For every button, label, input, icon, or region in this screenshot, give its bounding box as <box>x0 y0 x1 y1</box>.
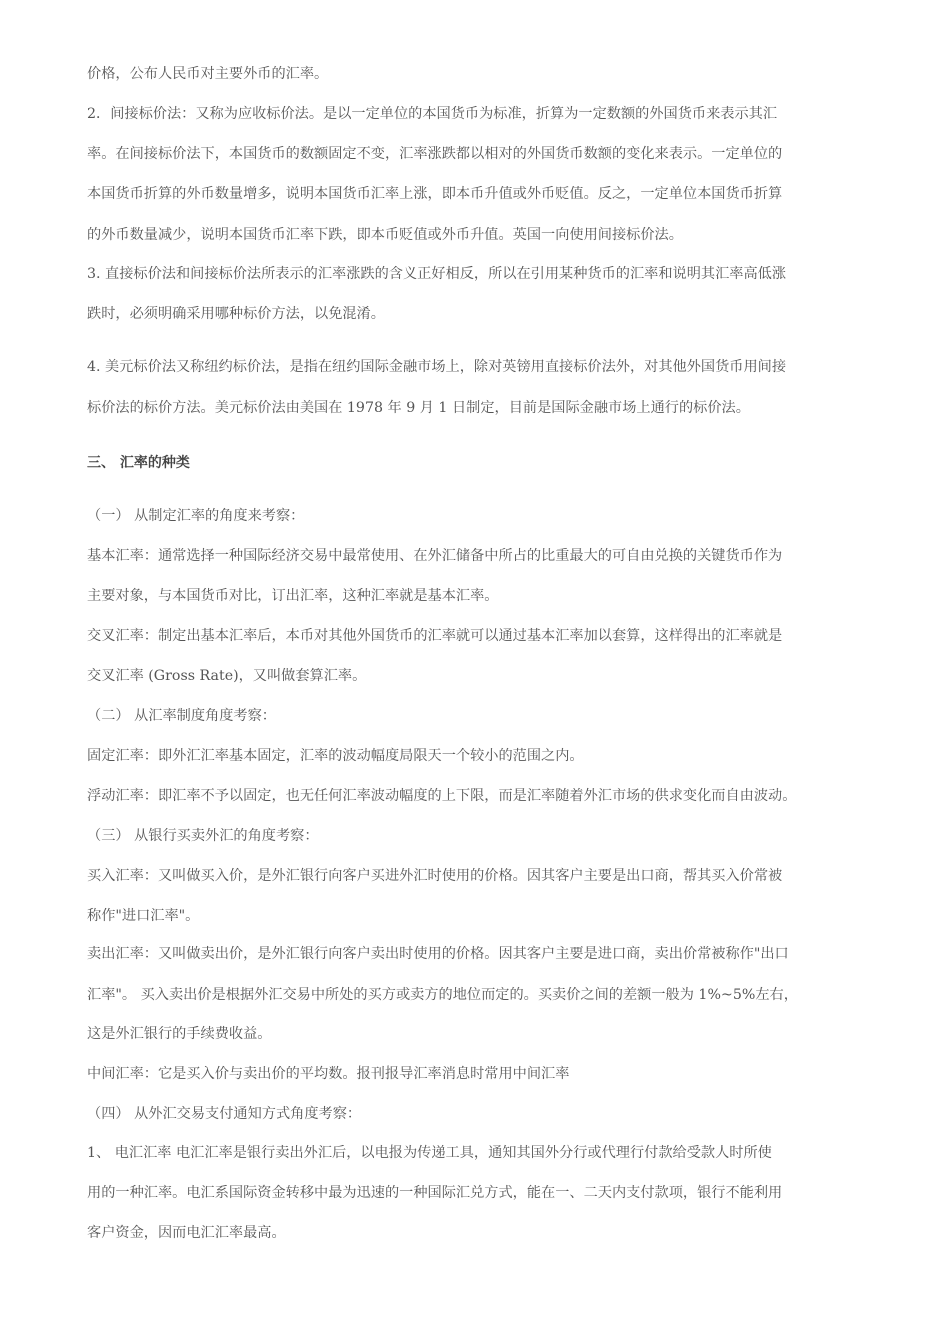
text-line: 卖出汇率：又叫做卖出价，是外汇银行向客户卖出时使用的价格。因其客户主要是进口商，卖出价常被称作"出口 <box>87 946 789 962</box>
subsection-heading: （三） 从银行买卖外汇的角度考察： <box>87 828 319 844</box>
text-line: 中间汇率：它是买入价与卖出价的平均数。报刊报导汇率消息时常用中间汇率 <box>87 1066 570 1082</box>
text-line: 汇率"。 买入卖出价是根据外汇交易中所处的买方或卖方的地位而定的。买卖价之间的差额一般为 1%~5%左右， <box>87 987 798 1003</box>
text-line: 主要对象，与本国货币对比，订出汇率，这种汇率就是基本汇率。 <box>87 588 499 604</box>
text-line: 本国货币折算的外币数量增多，说明本国货币汇率上涨，即本币升值或外币贬值。反之，一定单位本国货币折算 <box>87 186 783 202</box>
text-line: 标价法的标价方法。美元标价法由美国在 1978 年 9 月 1 日制定，目前是国际金融市场上通行的标价法。 <box>87 400 750 416</box>
text-line: 跌时，必须明确采用哪种标价方法，以免混淆。 <box>87 306 385 322</box>
text-line: 称作"进口汇率"。 <box>87 908 200 924</box>
text-line: 4. 美元标价法又称纽约标价法，是指在纽约国际金融市场上，除对英镑用直接标价法外，对其他外国货币用间接 <box>87 359 787 375</box>
text-line: 客户资金，因而电汇汇率最高。 <box>87 1225 286 1241</box>
subsection-heading: （二） 从汇率制度角度考察： <box>87 708 276 724</box>
section-heading: 三、 汇率的种类 <box>87 455 190 471</box>
text-line: 的外币数量减少，说明本国货币汇率下跌，即本币贬值或外币升值。英国一向使用间接标价法。 <box>87 227 683 243</box>
text-line: 1、 电汇汇率 电汇汇率是银行卖出外汇后，以电报为传递工具，通知其国外分行或代理行付款给受款人时所使 <box>87 1145 772 1161</box>
subsection-heading: （一） 从制定汇率的角度来考察： <box>87 508 305 524</box>
text-line: 交叉汇率：制定出基本汇率后，本币对其他外国货币的汇率就可以通过基本汇率加以套算，这样得出的汇率就是 <box>87 628 783 644</box>
text-line: 买入汇率：又叫做买入价，是外汇银行向客户买进外汇时使用的价格。因其客户主要是出口商，帮其买入价常被 <box>87 868 783 884</box>
text-line: 基本汇率：通常选择一种国际经济交易中最常使用、在外汇储备中所占的比重最大的可自由兑换的关键货币作为 <box>87 548 783 564</box>
text-line: 2．间接标价法：又称为应收标价法。是以一定单位的本国货币为标准，折算为一定数额的外国货币来表示其汇 <box>87 106 778 122</box>
text-line: 价格，公布人民币对主要外币的汇率。 <box>87 66 329 82</box>
text-line: 浮动汇率：即汇率不予以固定，也无任何汇率波动幅度的上下限，而是汇率随着外汇市场的供求变化而自由波动。 <box>87 788 797 804</box>
text-line: 固定汇率：即外汇汇率基本固定，汇率的波动幅度局限天一个较小的范围之内。 <box>87 748 584 764</box>
text-line: 3. 直接标价法和间接标价法所表示的汇率涨跌的含义正好相反，所以在引用某种货币的汇率和说明其汇率高低涨 <box>87 266 787 282</box>
text-line: 这是外汇银行的手续费收益。 <box>87 1026 272 1042</box>
text-line: 交叉汇率 (Gross Rate)，又叫做套算汇率。 <box>87 668 367 684</box>
subsection-heading: （四） 从外汇交易支付通知方式角度考察： <box>87 1106 362 1122</box>
text-line: 用的一种汇率。电汇系国际资金转移中最为迅速的一种国际汇兑方式，能在一、二天内支付款项，银行不能利用 <box>87 1185 783 1201</box>
text-line: 率。在间接标价法下，本国货币的数额固定不变，汇率涨跌都以相对的外国货币数额的变化来表示。一定单位的 <box>87 146 783 162</box>
